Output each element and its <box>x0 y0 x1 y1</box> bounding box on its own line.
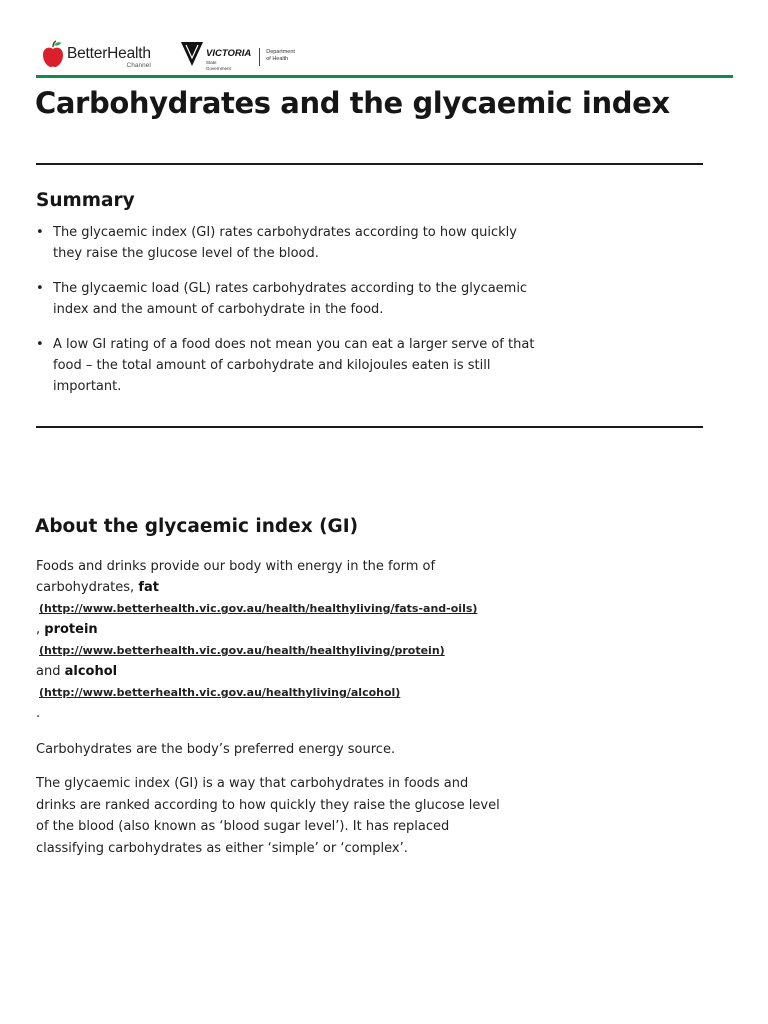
about-intro-paragraph <box>36 556 506 724</box>
department-line-1: Department <box>266 49 295 55</box>
state-label: State <box>206 59 217 65</box>
protein-prefix: , <box>36 622 41 637</box>
alcohol-link-label[interactable]: alcohol <box>64 664 118 679</box>
intro-line <box>36 556 506 598</box>
summary-item: • The glycaemic index (GI) rates carbohydrates according to how quickly they raise the glucose level of the blood. <box>36 222 536 264</box>
protein-line <box>36 619 506 640</box>
fat-link-url[interactable]: (http://www.betterhealth.vic.gov.au/health/healthyliving/fats-and-oils) <box>39 602 478 615</box>
fat-link-label[interactable]: fat <box>138 580 159 595</box>
page-title: Carbohydrates and the glycaemic index <box>35 86 670 120</box>
alcohol-line <box>36 661 506 682</box>
department-label <box>266 49 295 62</box>
protein-link-label[interactable]: protein <box>44 622 98 637</box>
title-divider <box>36 163 703 165</box>
summary-heading: Summary <box>36 190 135 211</box>
summary-item: • The glycaemic load (GL) rates carbohydrates according to the glycaemic index and the amount of carbohydrate in the food. <box>36 278 536 320</box>
summary-item: • A low GI rating of a food does not mean you can eat a larger serve of that food – the total amount of carbohydrate and kilojoules eaten is still important. <box>36 334 536 397</box>
about-gi-heading: About the glycaemic index (GI) <box>35 516 359 537</box>
victoria-emblem-icon <box>180 40 204 68</box>
apple-logo-icon <box>42 40 64 68</box>
gi-definition-paragraph: The glycaemic index (GI) is a way that carbohydrates in foods and drinks are ranked according to how quickly they raise the glucose level of the blood (also known as ‘blood sugar level’). It has replaced classifying carbohydrates as either ‘simple’ or ‘complex’. <box>36 776 500 856</box>
government-label: Government <box>206 65 231 71</box>
intro-text: Foods and drinks provide our body with energy in the form of carbohydrates, <box>36 559 436 595</box>
alcohol-prefix: and <box>36 664 61 679</box>
brand-name: BetterHealth <box>67 45 151 62</box>
summary-divider <box>36 426 703 428</box>
department-line-2: of Health <box>266 55 289 62</box>
header-divider <box>36 75 733 78</box>
intro-end-period: . <box>36 706 41 721</box>
victoria-government-logo[interactable] <box>180 40 295 71</box>
site-header <box>36 36 733 78</box>
victoria-wordmark: VICTORIA <box>206 48 252 59</box>
energy-source-paragraph: Carbohydrates are the body’s preferred energy source. <box>36 742 396 757</box>
summary-list <box>36 222 536 411</box>
protein-link-url[interactable]: (http://www.betterhealth.vic.gov.au/health/healthyliving/protein) <box>39 644 445 657</box>
alcohol-link-url[interactable]: (http://www.betterhealth.vic.gov.au/healthyliving/alcohol) <box>39 686 401 699</box>
brand-subtitle: Channel <box>126 61 151 69</box>
logo-divider <box>259 48 260 66</box>
better-health-logo[interactable] <box>42 40 151 69</box>
